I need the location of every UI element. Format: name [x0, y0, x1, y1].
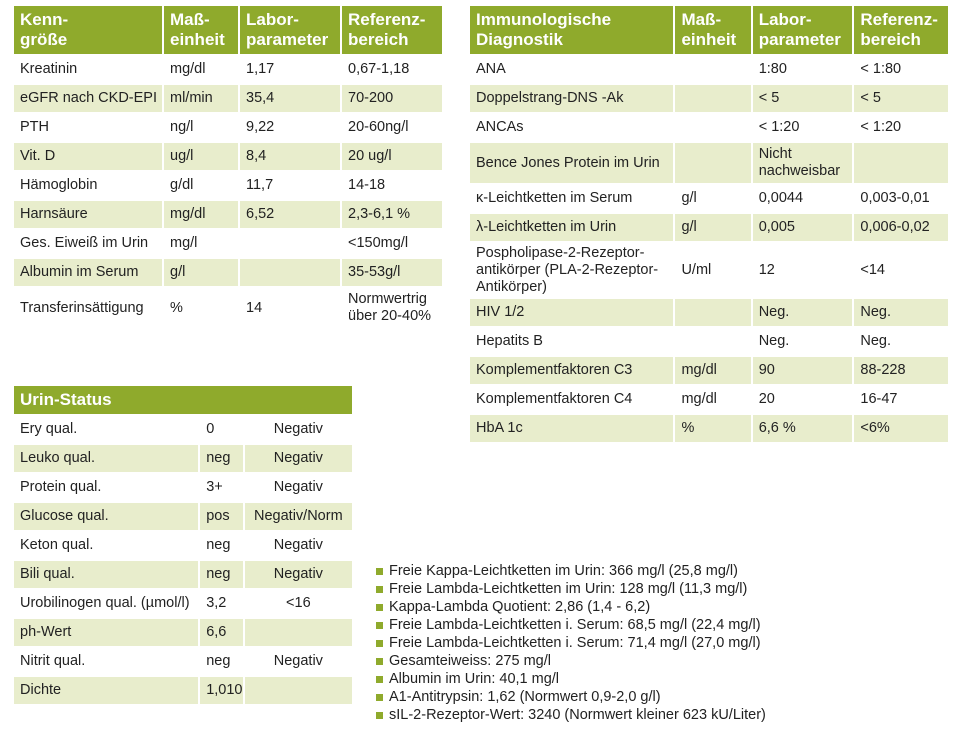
- table-row: [14, 259, 442, 286]
- table-row: [470, 415, 948, 442]
- table-row: [14, 172, 442, 199]
- table-cell: Negativ/Norm: [245, 503, 352, 530]
- table-cell: <150mg/l: [342, 230, 442, 257]
- table-cell: Negativ: [245, 648, 352, 675]
- note-text: Kappa-Lambda Quotient: 2,86 (1,4 - 6,2): [389, 599, 651, 615]
- table-row: [470, 185, 948, 212]
- table-cell: 1,17: [240, 56, 340, 83]
- list-item: [376, 670, 766, 688]
- table-cell: [240, 230, 340, 257]
- header-immunologische-diagnostik: Immunologische Diagnostik: [470, 6, 673, 54]
- header-laborparameter: Labor- parameter: [753, 6, 853, 54]
- table-cell: < 5: [753, 85, 853, 112]
- table-cell: Hepatits B: [470, 328, 673, 355]
- table-cell: 20: [753, 386, 853, 413]
- table-cell: Glucose qual.: [14, 503, 198, 530]
- note-text: Freie Lambda-Leichtketten im Urin: 128 mg/l (11,3 mg/l): [389, 581, 748, 597]
- table-row: [470, 143, 948, 183]
- table-row: [470, 328, 948, 355]
- list-item: [376, 616, 766, 634]
- table-row: [470, 357, 948, 384]
- list-item: [376, 652, 766, 670]
- table-cell: ug/l: [164, 143, 238, 170]
- table-cell: ph-Wert: [14, 619, 198, 646]
- table-cell: 3+: [200, 474, 243, 501]
- table-cell: Nicht nachweisbar: [753, 143, 853, 183]
- table-row: [14, 201, 442, 228]
- table-row: [470, 386, 948, 413]
- table-cell: Nitrit qual.: [14, 648, 198, 675]
- table-row: [470, 56, 948, 83]
- table-cell: neg: [200, 532, 243, 559]
- table-cell: 0,005: [753, 214, 853, 241]
- table-cell: 0,003-0,01: [854, 185, 948, 212]
- immunologische-diagnostik-table: [468, 4, 950, 444]
- table-cell: [675, 114, 750, 141]
- note-text: A1-Antitrypsin: 1,62 (Normwert 0,9-2,0 g/l): [389, 689, 661, 705]
- list-item: [376, 706, 766, 724]
- kenngroesse-table: [12, 4, 444, 330]
- table-cell: 35,4: [240, 85, 340, 112]
- table-cell: mg/l: [164, 230, 238, 257]
- table-cell: 6,6 %: [753, 415, 853, 442]
- table-cell: neg: [200, 445, 243, 472]
- table-cell: Neg.: [854, 328, 948, 355]
- table-cell: Vit. D: [14, 143, 162, 170]
- table-cell: 16-47: [854, 386, 948, 413]
- table-cell: κ-Leichtketten im Serum: [470, 185, 673, 212]
- table-cell: neg: [200, 648, 243, 675]
- table-cell: mg/dl: [675, 357, 750, 384]
- table-cell: 1,010: [200, 677, 243, 704]
- table-row: [14, 474, 352, 501]
- urin-status-title: Urin-Status: [14, 386, 352, 414]
- table-cell: 0,006-0,02: [854, 214, 948, 241]
- table-cell: Bili qual.: [14, 561, 198, 588]
- table-row: [14, 445, 352, 472]
- table-cell: PTH: [14, 114, 162, 141]
- table-cell: Negativ: [245, 445, 352, 472]
- table-cell: %: [164, 288, 238, 328]
- table-cell: <14: [854, 243, 948, 297]
- table-cell: Protein qual.: [14, 474, 198, 501]
- table-cell: ANA: [470, 56, 673, 83]
- table-row: [14, 230, 442, 257]
- table-cell: Hämoglobin: [14, 172, 162, 199]
- table-cell: [675, 56, 750, 83]
- table-cell: neg: [200, 561, 243, 588]
- table-cell: 9,22: [240, 114, 340, 141]
- table-cell: ml/min: [164, 85, 238, 112]
- table-row: [14, 416, 352, 443]
- table-row: [470, 243, 948, 297]
- note-text: Gesamteiweiss: 275 mg/l: [389, 653, 551, 669]
- table-cell: Keton qual.: [14, 532, 198, 559]
- table-row: [14, 56, 442, 83]
- table-cell: 6,52: [240, 201, 340, 228]
- table-row: [14, 503, 352, 530]
- table-row: [14, 619, 352, 646]
- table-cell: 90: [753, 357, 853, 384]
- table-cell: HbA 1c: [470, 415, 673, 442]
- table-cell: 14: [240, 288, 340, 328]
- bullet-square-icon: [376, 586, 383, 593]
- table-cell: Albumin im Serum: [14, 259, 162, 286]
- note-text: sIL-2-Rezeptor-Wert: 3240 (Normwert kleiner 623 kU/Liter): [389, 707, 766, 723]
- table-row: [14, 143, 442, 170]
- table-cell: 70-200: [342, 85, 442, 112]
- note-text: Albumin im Urin: 40,1 mg/l: [389, 671, 560, 687]
- table-cell: Pospholipase-2-Rezeptor-antikörper (PLA-2-Rezeptor-Antikörper): [470, 243, 673, 297]
- table-cell: ANCAs: [470, 114, 673, 141]
- table-cell: 88-228: [854, 357, 948, 384]
- table-cell: [675, 328, 750, 355]
- table-row: [14, 288, 442, 328]
- table-cell: [245, 619, 352, 646]
- table-header-row: [14, 386, 352, 414]
- table-cell: < 1:20: [753, 114, 853, 141]
- table-cell: g/l: [164, 259, 238, 286]
- table-cell: mg/dl: [164, 201, 238, 228]
- table-cell: g/l: [675, 185, 750, 212]
- table-cell: 35-53g/l: [342, 259, 442, 286]
- bullet-square-icon: [376, 694, 383, 701]
- table-cell: 20 ug/l: [342, 143, 442, 170]
- header-referenzbereich: Referenz- bereich: [854, 6, 948, 54]
- note-text: Freie Kappa-Leichtketten im Urin: 366 mg/l (25,8 mg/l): [389, 563, 738, 579]
- table-cell: 0: [200, 416, 243, 443]
- table-cell: [240, 259, 340, 286]
- table-cell: HIV 1/2: [470, 299, 673, 326]
- table-cell: <16: [245, 590, 352, 617]
- header-kenngroesse: Kenn- größe: [14, 6, 162, 54]
- table-row: [14, 85, 442, 112]
- table-cell: [675, 85, 750, 112]
- header-masseinheit: Maß- einheit: [164, 6, 238, 54]
- bullet-square-icon: [376, 622, 383, 629]
- table-cell: < 1:80: [854, 56, 948, 83]
- table-cell: mg/dl: [164, 56, 238, 83]
- table-cell: Negativ: [245, 474, 352, 501]
- table-cell: Ges. Eiweiß im Urin: [14, 230, 162, 257]
- table-cell: Neg.: [854, 299, 948, 326]
- table-cell: < 1:20: [854, 114, 948, 141]
- notes-list: [376, 562, 766, 724]
- table-cell: ng/l: [164, 114, 238, 141]
- table-cell: 6,6: [200, 619, 243, 646]
- table-row: [14, 532, 352, 559]
- table-cell: Neg.: [753, 328, 853, 355]
- list-item: [376, 580, 766, 598]
- bullet-square-icon: [376, 568, 383, 575]
- bullet-square-icon: [376, 640, 383, 647]
- table-cell: g/dl: [164, 172, 238, 199]
- table-cell: 12: [753, 243, 853, 297]
- list-item: [376, 562, 766, 580]
- table-cell: λ-Leichtketten im Urin: [470, 214, 673, 241]
- table-cell: Negativ: [245, 416, 352, 443]
- bullet-square-icon: [376, 676, 383, 683]
- header-referenzbereich: Referenz- bereich: [342, 6, 442, 54]
- table-row: [14, 648, 352, 675]
- header-laborparameter: Labor- parameter: [240, 6, 340, 54]
- table-cell: 0,67-1,18: [342, 56, 442, 83]
- table-row: [470, 85, 948, 112]
- bullet-square-icon: [376, 604, 383, 611]
- table-cell: Bence Jones Protein im Urin: [470, 143, 673, 183]
- table-cell: 20-60ng/l: [342, 114, 442, 141]
- table-cell: 2,3-6,1 %: [342, 201, 442, 228]
- table-cell: Transferinsättigung: [14, 288, 162, 328]
- list-item: [376, 688, 766, 706]
- table-cell: Kreatinin: [14, 56, 162, 83]
- table-row: [14, 114, 442, 141]
- table-header-row: [470, 6, 948, 54]
- table-cell: <6%: [854, 415, 948, 442]
- table-cell: Doppelstrang-DNS -Ak: [470, 85, 673, 112]
- note-text: Freie Lambda-Leichtketten i. Serum: 71,4 mg/l (27,0 mg/l): [389, 635, 761, 651]
- table-cell: 3,2: [200, 590, 243, 617]
- list-item: [376, 598, 766, 616]
- table-cell: Normwertrig über 20-40%: [342, 288, 442, 328]
- table-row: [14, 561, 352, 588]
- table-row: [470, 299, 948, 326]
- table-cell: Neg.: [753, 299, 853, 326]
- table-cell: Komplementfaktoren C3: [470, 357, 673, 384]
- table-cell: < 5: [854, 85, 948, 112]
- table-cell: 1:80: [753, 56, 853, 83]
- bullet-square-icon: [376, 712, 383, 719]
- table-cell: Dichte: [14, 677, 198, 704]
- urin-status-table: [12, 384, 354, 706]
- list-item: [376, 634, 766, 652]
- table-row: [470, 214, 948, 241]
- table-row: [470, 114, 948, 141]
- table-cell: [245, 677, 352, 704]
- table-header-row: [14, 6, 442, 54]
- table-cell: 0,0044: [753, 185, 853, 212]
- table-cell: Negativ: [245, 561, 352, 588]
- table-cell: Urobilinogen qual. (µmol/l): [14, 590, 198, 617]
- bullet-square-icon: [376, 658, 383, 665]
- table-row: [14, 677, 352, 704]
- table-cell: g/l: [675, 214, 750, 241]
- table-cell: U/ml: [675, 243, 750, 297]
- table-cell: [854, 143, 948, 183]
- note-text: Freie Lambda-Leichtketten i. Serum: 68,5 mg/l (22,4 mg/l): [389, 617, 761, 633]
- table-cell: 14-18: [342, 172, 442, 199]
- table-cell: Leuko qual.: [14, 445, 198, 472]
- table-cell: [675, 299, 750, 326]
- table-cell: Harnsäure: [14, 201, 162, 228]
- table-cell: Negativ: [245, 532, 352, 559]
- table-cell: 11,7: [240, 172, 340, 199]
- table-cell: Komplementfaktoren C4: [470, 386, 673, 413]
- table-cell: 8,4: [240, 143, 340, 170]
- table-cell: eGFR nach CKD-EPI: [14, 85, 162, 112]
- table-cell: mg/dl: [675, 386, 750, 413]
- table-cell: Ery qual.: [14, 416, 198, 443]
- table-cell: pos: [200, 503, 243, 530]
- table-row: [14, 590, 352, 617]
- table-cell: [675, 143, 750, 183]
- header-masseinheit: Maß- einheit: [675, 6, 750, 54]
- table-cell: %: [675, 415, 750, 442]
